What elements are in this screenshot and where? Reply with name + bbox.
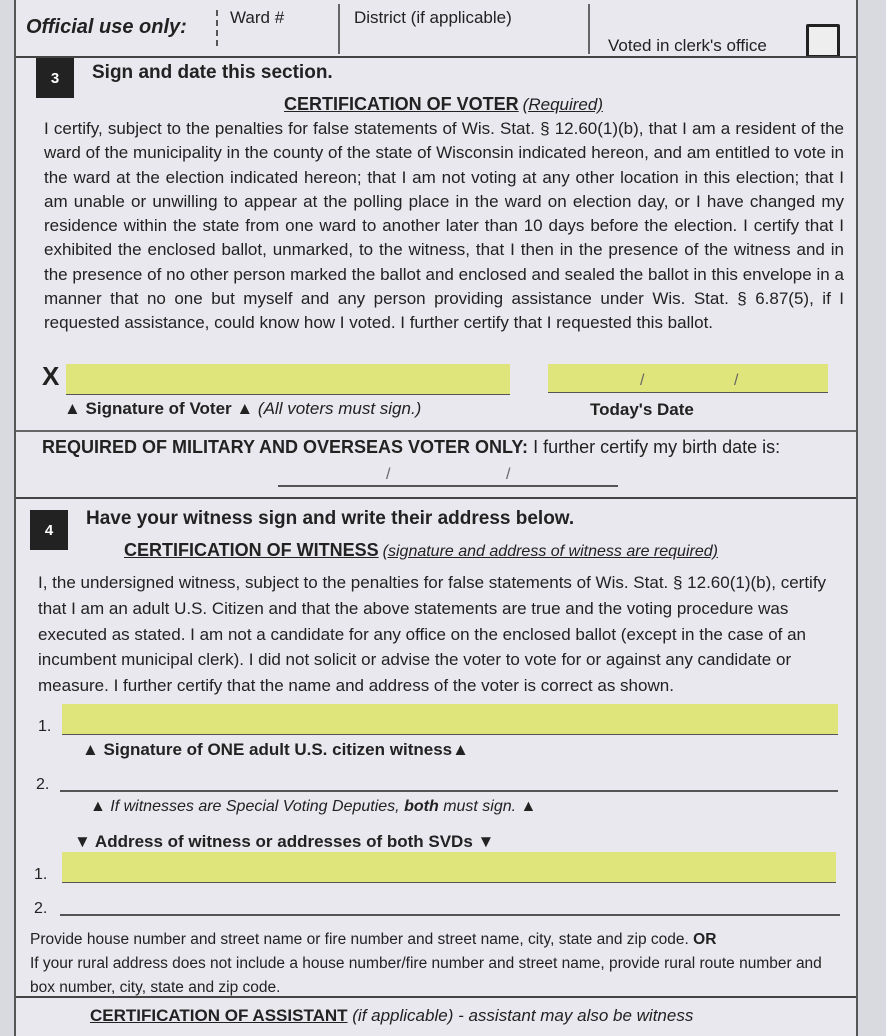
certification-of-witness-title: CERTIFICATION OF WITNESS bbox=[124, 540, 379, 560]
dashed-divider bbox=[216, 10, 218, 46]
column-divider bbox=[338, 4, 340, 54]
voter-signature-label: ▲ Signature of Voter ▲ bbox=[64, 399, 254, 418]
voted-in-clerk-office-label: Voted in clerk's office bbox=[608, 36, 767, 55]
witness-certification-text: I, the undersigned witness, subject to the penalties for false statements of Wis. Stat. § 12.60(1)(b), certify that I am an adult U.S. Citizen and that the above statements are true and the voting procedure was executed as stated. I am not a candidate for any office on the enclosed ballot (except in the case of an incumbent municipal clerk). I did not solicit or advise the voter to vote for or against any candidate or measure. I further certify that the name and address of the voter is correct as shown. bbox=[38, 573, 827, 696]
voter-certification-text: I certify, subject to the penalties for false statements of Wis. Stat. § 12.60(1)(b), that I am a resident of the ward of the municipality in the county of the state of Wisconsin indicated hereon, and am entitled to vote in the ward at the election indicated hereon; that I am not voting at any other location in this election; that I am unable or unwilling to appear at the polling place in the ward on election day, or I have changed my residence within the state from one ward to another later than 10 days before the election. I certify that I exhibited the enclosed ballot, unmarked, to the witness, that I then in the presence of the witness and in the presence of no other person marked the ballot and enclosed and sealed the ballot in this envelope in a manner that no one but myself and any person providing assistance under Wis. Stat. § 6.87(5), if I requested assistance, could know how I voted. I further certify that I requested this ballot. bbox=[44, 119, 844, 333]
section-divider bbox=[16, 430, 856, 432]
military-overseas-label: REQUIRED OF MILITARY AND OVERSEAS VOTER ONLY: bbox=[42, 437, 529, 457]
district-label: District (if applicable) bbox=[354, 8, 512, 27]
military-birthdate-text: I further certify my birth date is: bbox=[533, 437, 781, 457]
address-help-2: If your rural address does not include a house number/fire number and street name, provide rural route number and box number, city, state and zip code. bbox=[30, 955, 822, 996]
section-3-number: 3 bbox=[36, 58, 74, 98]
date-separator: / bbox=[640, 372, 645, 389]
section-4-title: Have your witness sign and write their address below. bbox=[86, 508, 575, 529]
svd-note-both: both bbox=[404, 798, 439, 815]
voted-in-clerk-office-checkbox[interactable] bbox=[806, 24, 840, 58]
svd-signature-note bbox=[90, 798, 536, 816]
address-1-number: 1. bbox=[34, 866, 48, 883]
absentee-certificate-form bbox=[14, 0, 858, 1036]
section-4-number: 4 bbox=[30, 510, 68, 550]
witness-signature-field-1[interactable] bbox=[62, 704, 838, 735]
section-3-title: Sign and date this section. bbox=[92, 62, 333, 83]
address-instructions bbox=[30, 928, 830, 1000]
voter-signature-note: (All voters must sign.) bbox=[257, 399, 422, 418]
voter-signature-caption bbox=[64, 399, 421, 419]
witness-address-label: ▼ Address of witness or addresses of both SVDs ▼ bbox=[74, 832, 495, 851]
certification-of-assistant-title: CERTIFICATION OF ASSISTANT bbox=[90, 1006, 348, 1025]
witness-required-note: (signature and address of witness are required) bbox=[382, 543, 718, 560]
certification-of-assistant-heading bbox=[90, 1006, 693, 1026]
witness-signature-2-number: 2. bbox=[36, 776, 50, 793]
certification-of-voter-title: CERTIFICATION OF VOTER bbox=[284, 94, 519, 114]
certification-of-witness-heading bbox=[124, 540, 718, 561]
svd-note-part-2: must sign. ▲ bbox=[443, 798, 537, 815]
signature-x-mark: X bbox=[42, 361, 60, 391]
section-divider bbox=[16, 56, 856, 58]
date-separator: / bbox=[734, 372, 739, 389]
address-2-number: 2. bbox=[34, 900, 48, 917]
date-separator: / bbox=[386, 466, 391, 483]
todays-date-label: Today's Date bbox=[590, 400, 694, 419]
column-divider bbox=[588, 4, 590, 54]
address-help-1: Provide house number and street name or fire number and street name, city, state and zip code. bbox=[30, 931, 689, 948]
witness-signature-label: ▲ Signature of ONE adult U.S. citizen witness▲ bbox=[82, 740, 469, 759]
section-divider bbox=[16, 996, 856, 998]
military-overseas-row bbox=[42, 437, 780, 458]
svd-note-part-1: ▲ If witnesses are Special Voting Deputies, bbox=[90, 798, 400, 815]
section-divider bbox=[16, 497, 856, 499]
official-use-row bbox=[16, 0, 856, 54]
official-use-label: Official use only: bbox=[26, 16, 187, 38]
certification-required-note: (Required) bbox=[522, 95, 603, 114]
witness-address-field-2[interactable] bbox=[60, 914, 840, 916]
witness-signature-field-2[interactable] bbox=[60, 790, 838, 792]
certification-of-voter-heading bbox=[284, 94, 603, 115]
voter-signature-field[interactable] bbox=[66, 364, 510, 395]
todays-date-field[interactable] bbox=[548, 364, 828, 393]
ward-number-label: Ward # bbox=[230, 8, 285, 27]
date-separator: / bbox=[506, 466, 511, 483]
witness-address-field-1[interactable] bbox=[62, 852, 836, 883]
witness-signature-1-number: 1. bbox=[38, 718, 52, 735]
birth-date-field[interactable] bbox=[278, 485, 618, 487]
assistant-note: (if applicable) - assistant may also be witness bbox=[352, 1006, 694, 1025]
address-help-or: OR bbox=[693, 931, 717, 948]
